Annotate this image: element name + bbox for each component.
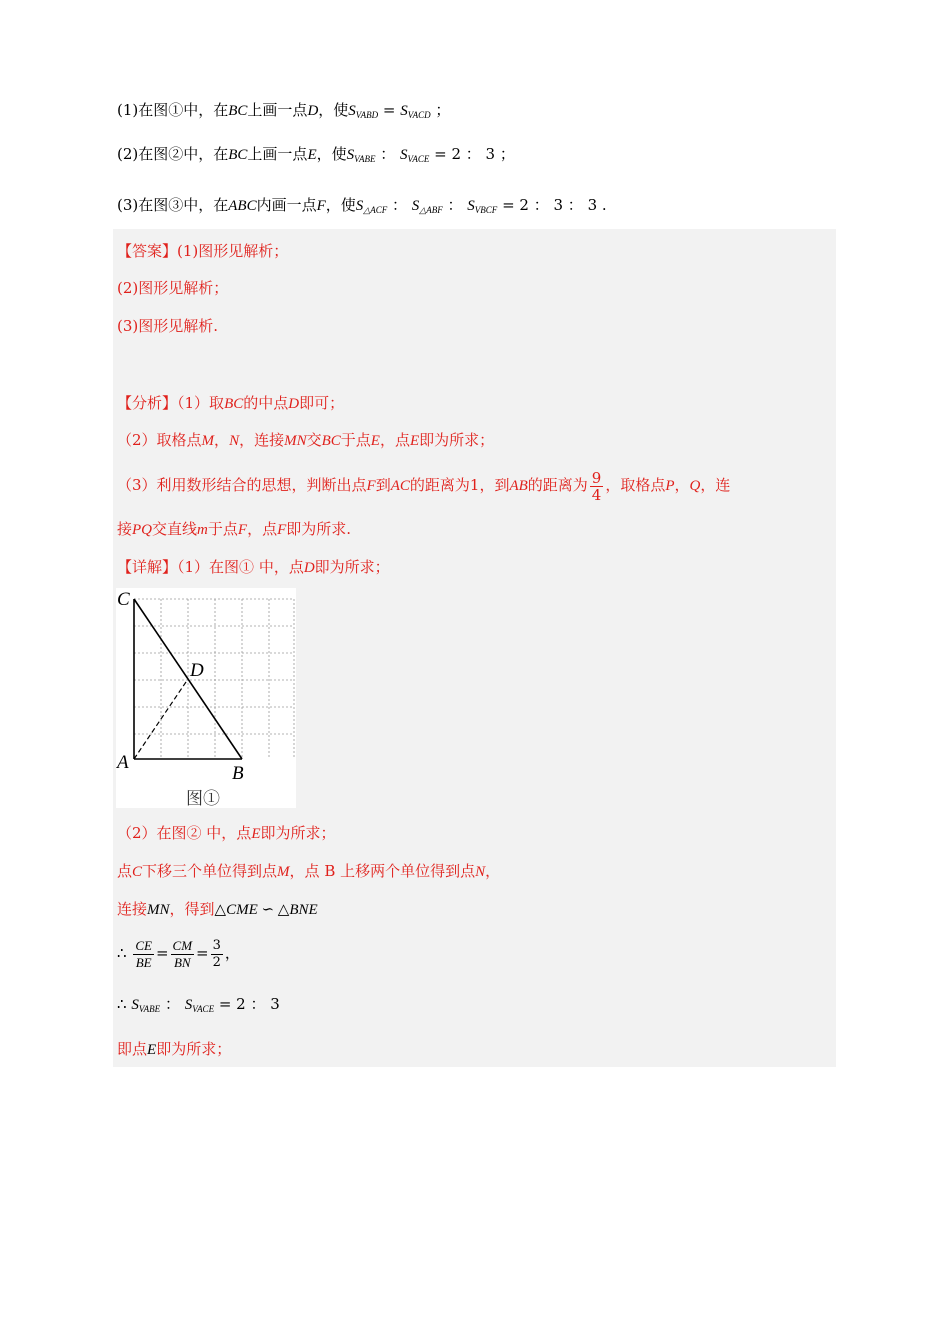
q1-text: ，使: [318, 101, 349, 119]
fraction-numerator: CM: [172, 937, 193, 953]
detail-text: ，点 B 上移两个单位得到点: [289, 862, 476, 880]
q2-text: ，使: [316, 145, 347, 163]
q2-point: E: [307, 147, 317, 163]
grid: [134, 599, 294, 759]
analysis-point: F: [237, 522, 248, 538]
equals: =: [155, 944, 169, 962]
q1-text: (1)在图①中，在: [117, 101, 229, 119]
colon: ：: [164, 995, 180, 1013]
analysis-line-3: [117, 468, 730, 503]
analysis-line-4: [117, 518, 351, 541]
q3-area-sub: VBCF: [474, 205, 498, 215]
fraction-denominator: 4: [591, 485, 602, 504]
label-d: D: [190, 660, 204, 681]
fraction-ce-be: [133, 938, 154, 971]
area-sub: VABE: [138, 1004, 161, 1014]
fraction-denominator: BE: [135, 954, 152, 970]
q3-text: ，使: [325, 196, 356, 214]
q3-ratio: = 2 ： 3 ： 3 .: [502, 196, 607, 214]
analysis-line-1: [117, 392, 344, 415]
area-symbol: S: [184, 997, 193, 1013]
analysis-segment: BC: [224, 396, 244, 412]
analysis-point: M: [201, 433, 215, 449]
answer-line-1: [117, 240, 288, 262]
analysis-text: 的距离为: [527, 476, 588, 494]
analysis-segment: AB: [509, 478, 528, 494]
detail-line-6: [117, 993, 280, 1020]
question-1: [117, 99, 450, 126]
q3-colon: ：: [392, 196, 408, 214]
fraction-three-halves: [211, 938, 223, 971]
analysis-text: （3）利用数形结合的思想，判断出点: [117, 476, 367, 494]
fraction-denominator: BN: [173, 954, 191, 970]
q3-area-symbol: S: [355, 198, 364, 214]
detail-line-1: [117, 556, 390, 579]
q3-triangle: ABC: [228, 198, 257, 214]
detail-text: 即为所求；: [156, 1040, 232, 1058]
figure-1: [116, 588, 296, 808]
analysis-tag: 【分析】: [117, 394, 178, 412]
analysis-text: 接: [117, 520, 133, 538]
q1-text: 上画一点: [247, 101, 308, 119]
detail-text: 即为所求；: [260, 824, 336, 842]
fraction-numerator: 3: [212, 937, 221, 953]
q2-colon: ：: [380, 145, 396, 163]
q2-text: (2)在图②中，在: [117, 145, 229, 163]
analysis-text: ，: [674, 476, 690, 494]
analysis-point: F: [366, 478, 376, 494]
answer-item: (3)图形见解析.: [117, 317, 219, 335]
analysis-text: 交直线: [152, 520, 198, 538]
analysis-segment: AC: [390, 478, 410, 494]
q1-area-sub: VABD: [355, 110, 379, 120]
q2-segment: BC: [228, 147, 248, 163]
detail-point: E: [147, 1042, 157, 1058]
detail-point: M: [277, 864, 290, 880]
analysis-text: ，连接: [239, 431, 285, 449]
q3-text: (3)在图③中，在: [117, 196, 229, 214]
analysis-point: N: [229, 433, 240, 449]
analysis-text: ，点: [379, 431, 410, 449]
analysis-text: 的距离为1，到: [409, 476, 510, 494]
q3-area-symbol: S: [467, 198, 475, 214]
area-symbol: S: [131, 997, 139, 1013]
analysis-text: 的中点: [243, 394, 289, 412]
q2-text: 上画一点: [247, 145, 308, 163]
detail-text: 下移三个单位得到点: [142, 862, 278, 880]
analysis-line-name: m: [197, 522, 208, 538]
q1-equals: =: [382, 101, 396, 119]
analysis-text: （2）取格点: [117, 431, 202, 449]
detail-tag: 【详解】: [117, 558, 178, 576]
q1-segment: BC: [228, 103, 248, 119]
detail-line-2: [117, 822, 336, 845]
label-a: A: [117, 752, 129, 773]
q3-area-sub: △ACF: [363, 205, 388, 215]
analysis-point: F: [277, 522, 287, 538]
question-2: [117, 143, 515, 170]
analysis-text: ，点: [247, 520, 278, 538]
q2-area-symbol: S: [346, 147, 355, 163]
answer-item: (2)图形见解析；: [117, 279, 229, 297]
answer-item: (1)图形见解析；: [177, 242, 289, 260]
fraction-nine-quarters: [590, 470, 604, 503]
label-b: B: [232, 763, 244, 784]
detail-line-4: [117, 898, 318, 921]
equals: =: [196, 944, 209, 962]
therefore-symbol: ∴: [117, 944, 127, 962]
analysis-point: Q: [689, 478, 701, 494]
detail-line-7: [117, 1038, 231, 1061]
analysis-point: D: [288, 396, 300, 412]
answer-tag: 【答案】: [117, 242, 178, 260]
detail-point: E: [251, 826, 261, 842]
ratio: = 2 ： 3: [218, 995, 280, 1013]
q3-point: F: [316, 198, 326, 214]
comma: ，: [224, 944, 240, 962]
analysis-point: E: [370, 433, 380, 449]
detail-text: ，得到: [169, 900, 215, 918]
analysis-text: 即可；: [299, 394, 345, 412]
q3-colon: ：: [447, 196, 463, 214]
q3-area-sub: △ABF: [419, 205, 443, 215]
analysis-point: P: [665, 478, 675, 494]
answer-line-2: [117, 277, 228, 299]
figure-1-svg: [116, 588, 296, 808]
fraction-cm-bn: [171, 938, 195, 971]
q1-area-symbol: S: [348, 103, 356, 119]
q3-area-symbol: S: [411, 198, 420, 214]
q1-end: ；: [435, 101, 451, 119]
analysis-segment: BC: [321, 433, 341, 449]
detail-text: 即为所求；: [314, 558, 390, 576]
similar-triangles: △CME ∽ △BNE: [214, 902, 318, 918]
label-c: C: [117, 589, 130, 610]
fraction-numerator: 9: [591, 468, 602, 487]
q2-area-symbol: S: [400, 147, 408, 163]
q1-point: D: [307, 103, 319, 119]
q1-area-sub: VACD: [407, 110, 431, 120]
detail-point: N: [475, 864, 486, 880]
fraction-denominator: 2: [212, 954, 221, 970]
q2-area-sub: VABE: [354, 154, 376, 164]
detail-point: D: [303, 560, 315, 576]
analysis-text: 交: [306, 431, 322, 449]
q2-area-sub: VACE: [407, 154, 430, 164]
analysis-text: 到: [375, 476, 391, 494]
analysis-segment: MN: [284, 433, 307, 449]
q1-area-symbol: S: [400, 103, 408, 119]
fraction-numerator: CE: [135, 937, 152, 953]
analysis-text: 即为所求；: [419, 431, 495, 449]
detail-line-5: [117, 936, 240, 971]
detail-text: 即点: [117, 1040, 148, 1058]
analysis-text: ，取格点: [605, 476, 666, 494]
area-sub: VACE: [192, 1004, 215, 1014]
question-3: [117, 194, 607, 221]
q2-ratio: = 2 ： 3 ；: [434, 145, 515, 163]
detail-line-3: [117, 860, 500, 883]
detail-text: ，: [485, 862, 501, 880]
detail-text: （1）在图① 中，点: [177, 558, 304, 576]
analysis-text: ，连: [700, 476, 731, 494]
analysis-point: E: [409, 433, 420, 449]
detail-point: C: [132, 864, 143, 880]
analysis-text: 于点: [340, 431, 371, 449]
detail-text: （2）在图② 中，点: [117, 824, 252, 842]
analysis-text: ，: [214, 431, 230, 449]
detail-text: 连接: [117, 900, 148, 918]
analysis-line-2: [117, 429, 494, 452]
detail-segment: MN: [147, 902, 170, 918]
q3-text: 内画一点: [256, 196, 317, 214]
answer-line-3: [117, 315, 218, 337]
detail-text: 点: [117, 862, 133, 880]
analysis-text: 即为所求.: [286, 520, 352, 538]
therefore-symbol: ∴: [117, 995, 127, 1013]
analysis-text: 于点: [207, 520, 238, 538]
analysis-segment: PQ: [132, 522, 153, 538]
analysis-text: （1）取: [177, 394, 225, 412]
figure-caption: 图①: [186, 789, 220, 808]
